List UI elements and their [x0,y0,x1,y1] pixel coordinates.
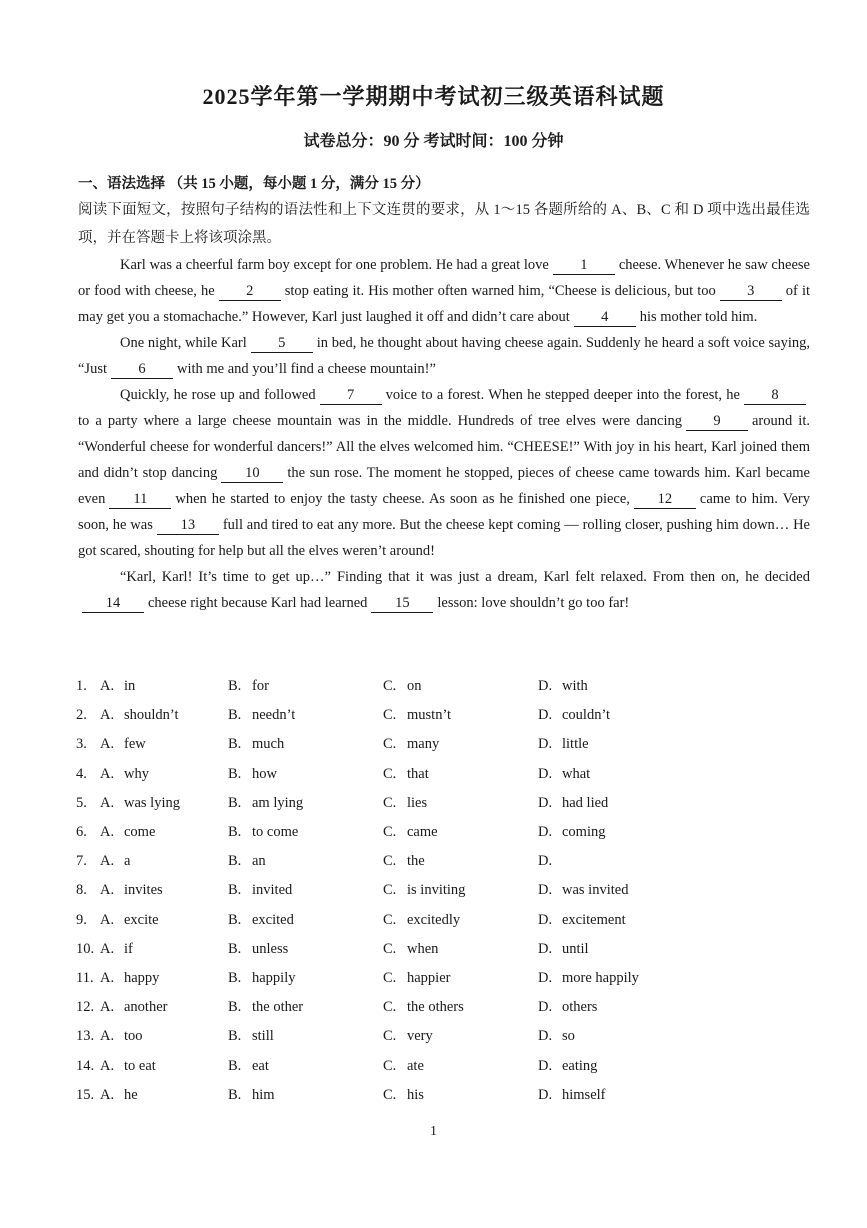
passage-text: his mother told him. [639,309,758,325]
option-c [383,707,538,724]
blank-2: 2 [219,283,281,301]
option-c [383,941,538,958]
option-letter: A. [100,824,115,841]
question-row [76,789,816,818]
option-a [100,678,228,695]
option-b [228,912,383,929]
passage-text: lesson: love shouldn’t go too far! [437,595,630,611]
question-number: 7. [76,853,87,870]
option-text: to eat [124,1057,156,1074]
option-c [383,970,538,987]
option-letter: A. [100,853,115,870]
option-text: many [407,736,440,753]
option-d [538,766,738,783]
question-number: 5. [76,794,87,811]
option-a [100,941,228,958]
option-letter: C. [383,765,397,782]
option-d [538,1058,738,1075]
passage-text: cheese. Whenever he saw cheese or food with cheese, he [78,257,810,299]
question-number: 13. [76,1028,95,1045]
option-b [228,766,383,783]
option-b [228,1028,383,1045]
option-letter: D. [538,999,553,1016]
option-text: excitement [562,911,626,928]
option-d [538,795,738,812]
option-text: him [252,1086,275,1103]
exam-subtitle: 试卷总分：90 分 考试时间：100 分钟 [303,133,564,150]
option-letter: A. [100,999,115,1016]
option-text: until [562,940,589,957]
question-row [76,1051,816,1080]
question-row [76,701,816,730]
passage-paragraph-2 [78,330,810,382]
option-text: ate [407,1057,424,1074]
page-number: 1 [430,1124,437,1139]
option-letter: B. [228,999,242,1016]
option-text: few [124,736,146,753]
question-row [76,993,816,1022]
option-c [383,853,538,870]
option-a [100,766,228,783]
option-text: for [252,678,269,695]
option-text: too [124,1028,143,1045]
option-text: on [407,678,422,695]
option-c [383,1087,538,1104]
option-letter: C. [383,969,397,986]
option-letter: D. [538,969,553,986]
option-d [538,1028,738,1045]
option-c [383,736,538,753]
option-text: happily [252,969,296,986]
option-letter: B. [228,707,242,724]
option-letter: C. [383,1057,397,1074]
option-a [100,1087,228,1104]
option-text: unless [252,940,289,957]
option-letter: B. [228,940,242,957]
option-a [100,882,228,899]
option-text: more happily [562,969,639,986]
option-b [228,970,383,987]
option-b [228,736,383,753]
option-text: couldn’t [562,707,611,724]
option-text: why [124,765,149,782]
option-letter: D. [538,940,553,957]
option-letter: B. [228,853,242,870]
option-letter: B. [228,765,242,782]
option-letter: B. [228,969,242,986]
passage-text: when he started to enjoy the tasty cheese. As soon as he finished one piece, [175,491,630,507]
option-text: invites [124,882,163,899]
option-letter: C. [383,678,397,695]
option-a [100,795,228,812]
option-text: a [124,853,131,870]
option-text: eating [562,1057,598,1074]
blank-4: 4 [574,309,636,327]
option-d [538,912,738,929]
option-letter: C. [383,707,397,724]
option-d [538,882,738,899]
question-number: 12. [76,999,95,1016]
option-letter: D. [538,1086,553,1103]
option-text: excite [124,911,159,928]
option-d [538,1087,738,1104]
option-text: the others [407,999,464,1016]
option-b [228,853,383,870]
option-letter: D. [538,794,553,811]
option-letter: D. [538,736,553,753]
option-letter: C. [383,824,397,841]
option-c [383,824,538,841]
option-letter: A. [100,678,115,695]
option-letter: C. [383,940,397,957]
option-b [228,824,383,841]
question-number: 15. [76,1086,95,1103]
option-letter: D. [538,1057,553,1074]
option-letter: C. [383,882,397,899]
option-letter: B. [228,1057,242,1074]
option-letter: B. [228,1028,242,1045]
question-number: 10. [76,940,95,957]
option-text: happier [407,969,451,986]
option-letter: A. [100,736,115,753]
question-row [76,964,816,993]
passage-text: cheese right because Karl had learned [148,595,368,611]
question-row [76,935,816,964]
blank-8: 8 [744,387,806,405]
option-letter: C. [383,853,397,870]
question-number: 11. [76,969,94,986]
option-text: still [252,1028,274,1045]
option-text: needn’t [252,707,296,724]
option-text: was invited [562,882,629,899]
option-b [228,941,383,958]
option-text: lies [407,794,428,811]
option-text: to come [252,824,299,841]
option-letter: D. [538,853,553,870]
option-text: an [252,853,266,870]
blank-9: 9 [686,413,748,431]
question-row [76,1022,816,1051]
question-row [76,847,816,876]
question-row [76,1081,816,1110]
option-c [383,795,538,812]
option-a [100,853,228,870]
question-row [76,760,816,789]
option-text: that [407,765,429,782]
option-text: himself [562,1086,606,1103]
option-c [383,1028,538,1045]
option-letter: B. [228,678,242,695]
option-text: if [124,940,133,957]
blank-13: 13 [157,517,219,535]
passage-text: around it. “Wonderful cheese for wonderful dancers!” All the elves welcomed him. “CHEESE!” With joy in his heart, Karl joined them and didn’t stop dancing [78,413,810,481]
option-text: was lying [124,794,180,811]
option-text: another [124,999,168,1016]
option-c [383,678,538,695]
option-a [100,1028,228,1045]
passage-text: “Karl, Karl! It’s time to get up…” Finding that it was just a dream, Karl felt relaxed. From then on, he decided [120,569,810,585]
option-letter: A. [100,940,115,957]
option-letter: D. [538,824,553,841]
option-letter: B. [228,911,242,928]
option-letter: A. [100,765,115,782]
option-text: excited [252,911,294,928]
option-c [383,999,538,1016]
option-letter: B. [228,882,242,899]
option-letter: C. [383,1028,397,1045]
blank-15: 15 [371,595,433,613]
option-letter: B. [228,736,242,753]
option-text: how [252,765,277,782]
option-a [100,824,228,841]
option-a [100,1058,228,1075]
option-letter: A. [100,794,115,811]
option-c [383,766,538,783]
question-number: 6. [76,824,87,841]
option-a [100,970,228,987]
option-text: excitedly [407,911,461,928]
option-d [538,970,738,987]
option-text: the [407,853,425,870]
option-letter: B. [228,794,242,811]
option-d [538,999,738,1016]
question-number: 9. [76,911,87,928]
option-b [228,707,383,724]
option-text: came [407,824,438,841]
blank-14: 14 [82,595,144,613]
passage-paragraph-1 [78,252,810,330]
blank-5: 5 [251,335,313,353]
blank-12: 12 [634,491,696,509]
option-a [100,999,228,1016]
option-text: what [562,765,591,782]
option-letter: C. [383,1086,397,1103]
question-number: 2. [76,707,87,724]
option-text: very [407,1028,433,1045]
option-letter: C. [383,794,397,811]
passage-text: stop eating it. His mother often warned him, “Cheese is delicious, but too [284,283,716,299]
passage-text: of it may get you a stomachache.” However, Karl just laughed it off and didn’t care about [78,283,811,325]
option-a [100,707,228,724]
question-row [76,818,816,847]
exam-title: 2025学年第一学期期中考试初三级英语科试题 [202,84,665,109]
blank-11: 11 [109,491,171,509]
option-text: he [124,1086,138,1103]
passage-text: the sun rose. The moment he stopped, pieces of cheese came towards him. Karl became even [78,465,810,507]
question-row [76,876,816,905]
option-letter: C. [383,736,397,753]
option-letter: D. [538,882,553,899]
passage-text: in bed, he thought about having cheese again. Suddenly he heard a soft voice saying, “Just [78,335,810,377]
option-d [538,736,738,753]
option-text: is inviting [407,882,466,899]
question-row [76,730,816,759]
option-text: come [124,824,156,841]
option-a [100,912,228,929]
question-number: 3. [76,736,87,753]
option-letter: A. [100,1028,115,1045]
option-d [538,707,738,724]
question-number: 14. [76,1057,95,1074]
option-letter: D. [538,707,553,724]
question-row [76,672,816,701]
option-c [383,1058,538,1075]
option-text: with [562,678,588,695]
option-letter: A. [100,882,115,899]
option-letter: C. [383,911,397,928]
option-letter: A. [100,707,115,724]
option-text: much [252,736,285,753]
option-letter: A. [100,969,115,986]
option-text: in [124,678,136,695]
option-d [538,941,738,958]
option-letter: A. [100,1057,115,1074]
section-heading: 一、语法选择 （共 15 小题，每小题 1 分，满分 15 分） [78,176,430,192]
option-text: others [562,999,598,1016]
passage-text: Quickly, he rose up and followed [120,387,316,403]
option-letter: B. [228,1086,242,1103]
section-instruction: 阅读下面短文，按照句子结构的语法性和上下文连贯的要求，从 1～15 各题所给的 A、B、C 和 D 项中选出最佳选项，并在答题卡上将该项涂黑。 [78,202,810,246]
option-text: am lying [252,794,304,811]
passage-text: One night, while Karl [120,335,247,351]
option-letter: A. [100,911,115,928]
option-text: happy [124,969,160,986]
passage-text: came to him. Very soon, he was [78,491,810,533]
option-a [100,736,228,753]
option-letter: B. [228,824,242,841]
option-text: when [407,940,439,957]
option-text: had lied [562,794,609,811]
option-d [538,678,738,695]
option-text: invited [252,882,293,899]
option-letter: D. [538,1028,553,1045]
passage-text: with me and you’ll find a cheese mountain!” [177,361,436,377]
option-b [228,678,383,695]
option-letter: C. [383,999,397,1016]
option-text: shouldn’t [124,707,179,724]
passage-text: full and tired to eat any more. But the cheese kept coming — rolling closer, pushing him down… He got scared, shouting for help but all the elves weren’t around! [78,517,810,559]
option-text: his [407,1086,424,1103]
question-row [76,906,816,935]
blank-3: 3 [720,283,782,301]
option-text: so [562,1028,575,1045]
answer-options [76,672,816,1110]
passage-text: to a party where a large cheese mountain was in the middle. Hundreds of tree elves were dancing [78,413,682,429]
option-text: coming [562,824,606,841]
option-b [228,795,383,812]
passage-paragraph-3 [78,382,810,564]
option-letter: D. [538,678,553,695]
option-c [383,882,538,899]
option-d [538,824,738,841]
passage-paragraph-4 [78,564,810,616]
option-text: little [562,736,589,753]
question-number: 4. [76,765,87,782]
option-text: the other [252,999,304,1016]
option-text: eat [252,1057,269,1074]
option-b [228,1058,383,1075]
question-number: 8. [76,882,87,899]
blank-6: 6 [111,361,173,379]
blank-7: 7 [320,387,382,405]
blank-10: 10 [221,465,283,483]
option-letter: A. [100,1086,115,1103]
option-b [228,999,383,1016]
question-number: 1. [76,678,87,695]
option-b [228,882,383,899]
option-letter: D. [538,765,553,782]
blank-1: 1 [553,257,615,275]
option-letter: D. [538,911,553,928]
option-c [383,912,538,929]
passage-text: Karl was a cheerful farm boy except for one problem. He had a great love [120,257,549,273]
passage-text: voice to a forest. When he stepped deeper into the forest, he [385,387,740,403]
option-b [228,1087,383,1104]
option-text: mustn’t [407,707,452,724]
cloze-passage [78,252,810,616]
option-d [538,853,738,870]
